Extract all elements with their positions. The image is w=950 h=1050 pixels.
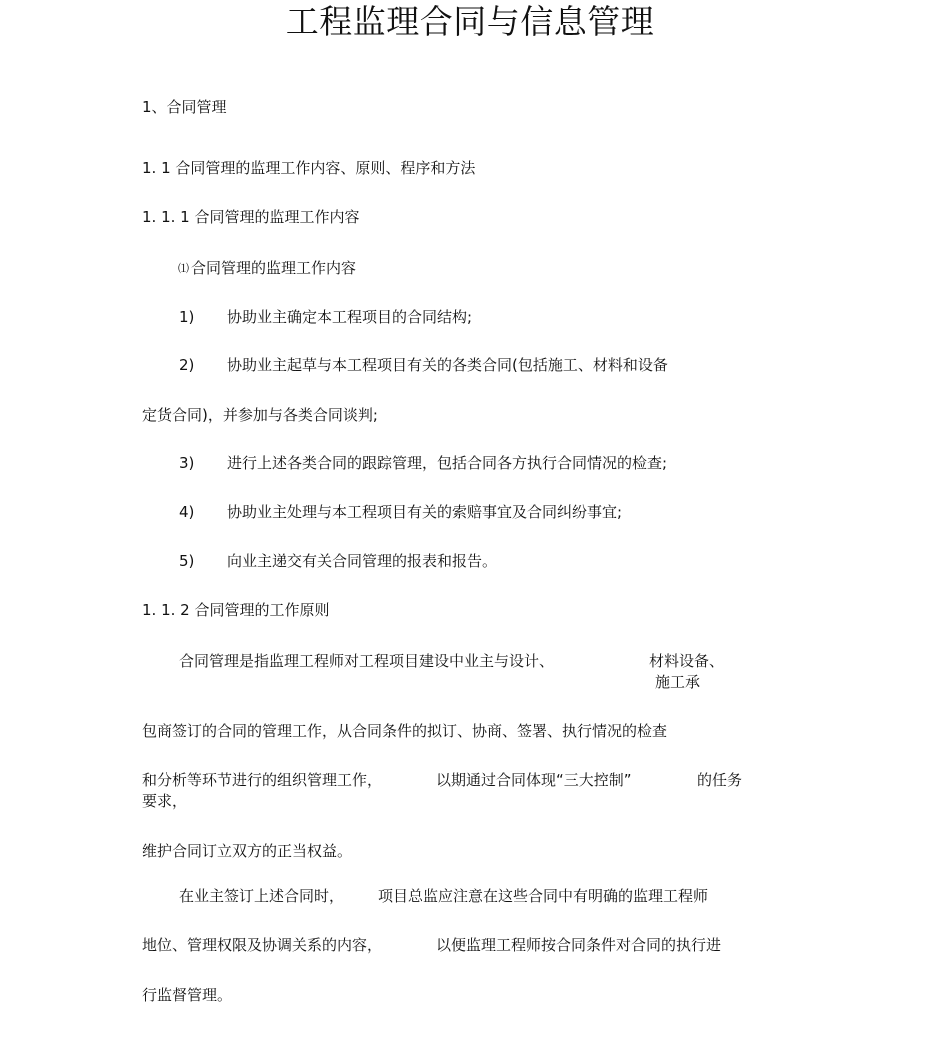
list-item-number: 3) <box>179 454 195 472</box>
list-item-text: 协助业主处理与本工程项目有关的索赔事宜及合同纠纷事宜; <box>227 503 623 521</box>
paragraph-text: 行监督管理。 <box>142 986 233 1004</box>
paragraph-text: 材料设备、 <box>649 652 725 670</box>
list-item-text: 向业主递交有关合同管理的报表和报告。 <box>227 552 498 570</box>
list-item-text: 进行上述各类合同的跟踪管理，包括合同各方执行合同情况的检查; <box>227 454 668 472</box>
heading-1-1-1: 1. 1. 1 合同管理的监理工作内容 <box>142 208 360 226</box>
paragraph-text: 施工承 <box>655 673 701 691</box>
paragraph-text: 在业主签订上述合同时， <box>179 887 345 905</box>
paragraph-text: 以期通过合同体现“三大控制” <box>436 771 632 789</box>
paragraph-text: 要求， <box>142 792 188 810</box>
heading-1-1-2: 1. 1. 2 合同管理的工作原则 <box>142 601 330 619</box>
subheading-text: 合同管理的监理工作内容 <box>191 259 357 277</box>
paragraph-text: 包商签订的合同的管理工作，从合同条件的拟订、协商、签署、执行情况的检查 <box>142 722 668 740</box>
paragraph-text: 项目总监应注意在这些合同中有明确的监理工程师 <box>378 887 709 905</box>
list-item-number: 2) <box>179 356 195 374</box>
subheading-number: ⑴ <box>178 262 189 275</box>
heading-1-1: 1. 1 合同管理的监理工作内容、原则、程序和方法 <box>142 159 476 177</box>
heading-1: 1、合同管理 <box>142 98 227 116</box>
paragraph-text: 地位、管理权限及协调关系的内容， <box>142 936 383 954</box>
list-item-continuation: 定货合同)，并参加与各类合同谈判; <box>142 406 378 424</box>
paragraph-text: 的任务 <box>697 771 743 789</box>
subheading-1 <box>178 258 356 279</box>
list-item-text: 协助业主起草与本工程项目有关的各类合同(包括施工、材料和设备 <box>227 356 668 374</box>
paragraph-text: 以便监理工程师按合同条件对合同的执行进 <box>436 936 722 954</box>
paragraph-text: 和分析等环节进行的组织管理工作， <box>142 771 383 789</box>
list-item-number: 5) <box>179 552 195 570</box>
list-item-number: 4) <box>179 503 195 521</box>
list-item-number: 1) <box>179 308 195 326</box>
paragraph-text: 合同管理是指监理工程师对工程项目建设中业主与设计、 <box>179 652 555 670</box>
paragraph-text: 维护合同订立双方的正当权益。 <box>142 842 353 860</box>
list-item-text: 协助业主确定本工程项目的合同结构; <box>227 308 473 326</box>
document-title: 工程监理合同与信息管理 <box>285 2 655 41</box>
